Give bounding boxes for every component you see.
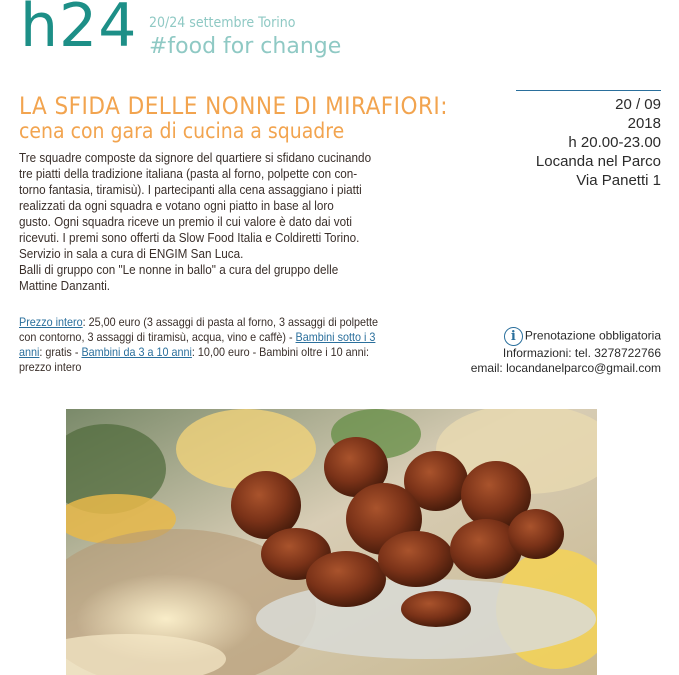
event-description (19, 150, 415, 294)
description-line: Servizio in sala a cura di ENGIM San Luca. (19, 246, 244, 261)
event-date: 20 / 09 (615, 96, 661, 113)
description-line: Mattine Danzanti. (19, 278, 111, 293)
description-line: Tre squadre composte da signore del quartiere si sfidano cucinando (19, 150, 372, 165)
divider (516, 90, 661, 91)
description-line: tre piatti della tradizione italiana (pasta al forno, polpette con con- (19, 166, 358, 181)
booking-required: Prenotazione obbligatoria (524, 328, 661, 343)
description-line: realizzati da ogni squadra e votano ogni piatto in base al loro (19, 198, 334, 213)
event-address: Via Panetti 1 (576, 172, 661, 189)
full-price-label: Prezzo intero (19, 315, 83, 329)
info-icon: i (504, 327, 523, 346)
description-line: Balli di gruppo con "Le nonne in ballo" a cura del gruppo delle (19, 262, 339, 277)
under3-price-text: : gratis - (39, 345, 82, 359)
event-year: 2018 (627, 115, 661, 132)
booking-phone: Informazioni: tel. 3278722766 (502, 346, 661, 360)
h24-logo: h24 (20, 0, 138, 61)
festival-tagline: #food for change (149, 34, 342, 59)
full-price-text-2: con contorno, 3 assaggi di tiramisù, acqua, vino e caffè) - (19, 330, 296, 344)
booking-info (471, 327, 661, 376)
under3-price-label: Bambini sotto i 3 (295, 330, 376, 344)
kids-price-text: : 10,00 euro - Bambini oltre i 10 anni: (191, 345, 370, 359)
event-info (536, 95, 661, 190)
event-venue: Locanda nel Parco (535, 153, 661, 170)
price-info (19, 315, 415, 375)
description-line: ricevuti. I premi sono offerti da Slow Food Italia e Coldiretti Torino. (19, 230, 360, 245)
festival-dates: 20/24 settembre Torino (149, 15, 296, 31)
booking-email[interactable]: email: locandanelparco@gmail.com (470, 361, 661, 375)
kids-price-label: Bambini da 3 a 10 anni (81, 345, 192, 359)
food-photo (66, 409, 597, 675)
under3-price-label-2: anni (19, 345, 40, 359)
description-line: torno fantasia, tiramisù). I partecipanti alla cena assaggiano i piatti (19, 182, 362, 197)
event-title: LA SFIDA DELLE NONNE DI MIRAFIORI: (19, 92, 448, 120)
event-subtitle: cena con gara di cucina a squadre (19, 119, 345, 143)
full-price-text: : 25,00 euro (3 assaggi di pasta al forno, 3 assaggi di polpette (82, 315, 379, 329)
price-last-line: prezzo intero (19, 360, 82, 374)
description-line: gusto. Ogni squadra riceve un premio il cui valore è dato dai voti (19, 214, 352, 229)
event-time: h 20.00-23.00 (568, 134, 661, 151)
